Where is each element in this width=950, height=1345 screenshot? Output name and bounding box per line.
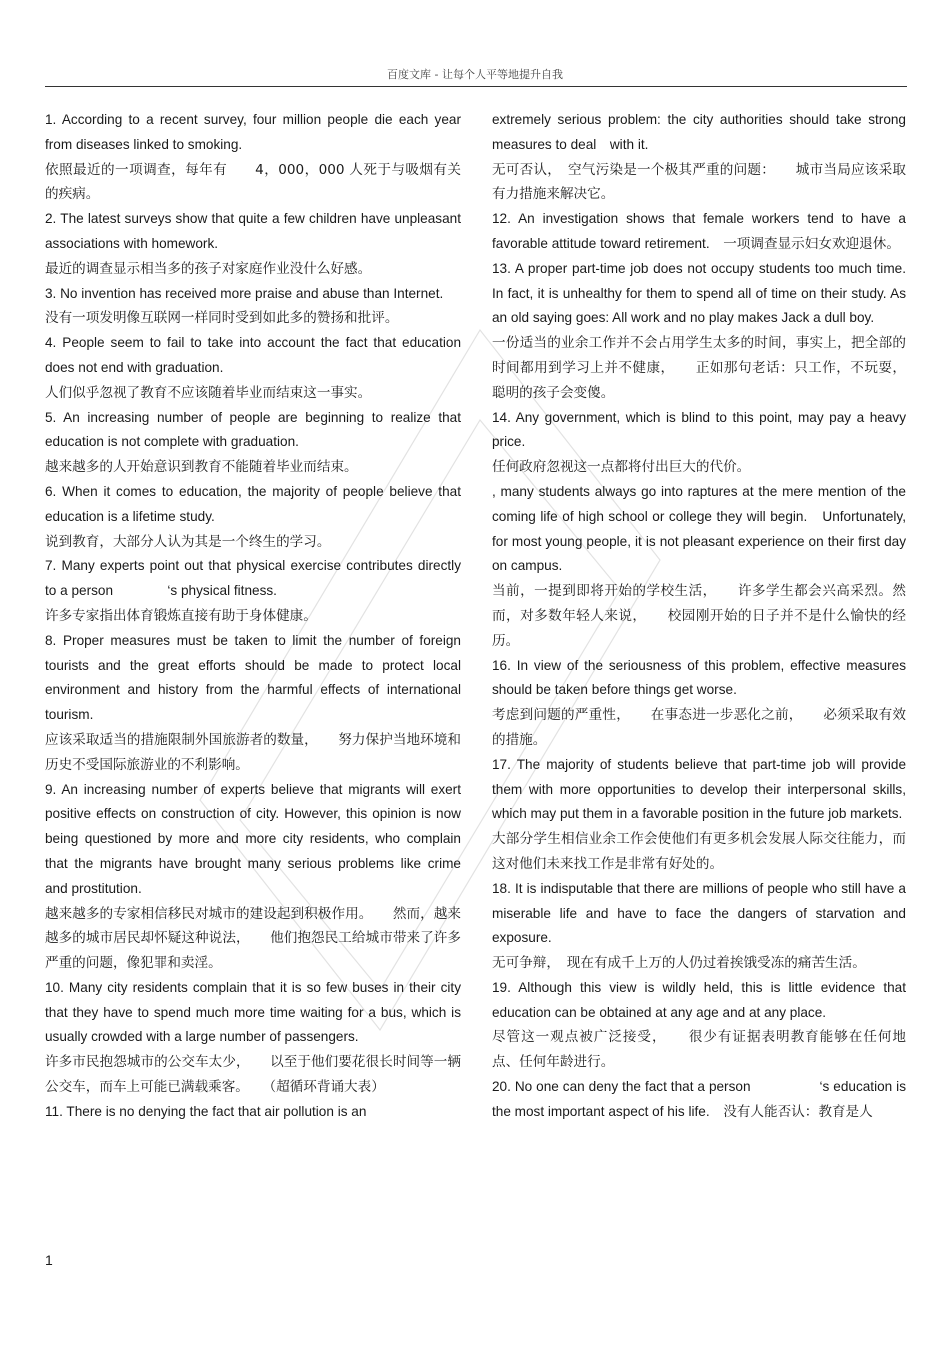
sentence-15-en: , many students always go into raptures at the mere mention of the coming life of high school or college they will begin. Unfortunately, for most young people, it is not pleasant experience on their first day on campus. bbox=[492, 483, 906, 574]
sentence-9 bbox=[45, 778, 461, 976]
sentence-13-en: 13. A proper part-time job does not occupy students too much time. In fact, it is unhealthy for them to spend all of time on their study. As an old saying goes: All work and no play makes Jack a dull boy. bbox=[492, 260, 906, 326]
sentence-16-zh: 考虑到问题的严重性， 在事态进一步恶化之前， 必须采取有效的措施。 bbox=[492, 707, 906, 748]
sentence-4-zh: 人们似乎忽视了教育不应该随着毕业而结束这一事实。 bbox=[45, 384, 372, 401]
sentence-10-en: 10. Many city residents complain that it is so few buses in their city that they have to spend much more time waiting for a bus, which is usually crowded with a large number of passengers. bbox=[45, 979, 475, 1045]
sentence-10 bbox=[45, 976, 475, 1100]
sentence-6-en: 6. When it comes to education, the majority of people believe that education is a lifetime study. bbox=[45, 483, 461, 524]
sentence-7-en: 7. Many experts point out that physical exercise contributes directly to a person ‘s physical fitness. bbox=[45, 558, 461, 599]
sentence-9-en: 9. An increasing number of experts believe that migrants will exert positive effects on construction of city. However, this opinion is now being questioned by more and more city residents, who complain that the migrants have brought many serious problems like crime and prostitution. bbox=[45, 781, 461, 896]
sentence-15-zh: 当前，一提到即将开始的学校生活， 许多学生都会兴高采烈。然而，对多数年轻人来说， 校园刚开始的日子并不是什么愉快的经历。 bbox=[492, 583, 906, 649]
sentence-11-en: 11. There is no denying the fact that air pollution is an bbox=[45, 1103, 367, 1119]
sentence-13 bbox=[492, 257, 906, 406]
sentence-12-en: 12. An investigation shows that female workers tend to have a favorable attitude toward retirement. 一项调查显示妇女欢迎退休。 bbox=[492, 211, 906, 251]
sentence-15 bbox=[492, 480, 906, 654]
sentence-8-zh: 应该采取适当的措施限制外国旅游者的数量， 努力保护当地环境和历史不受国际旅游业的不利影响。 bbox=[45, 731, 461, 773]
sentence-14-zh: 任何政府忽视这一点都将付出巨大的代价。 bbox=[492, 459, 751, 476]
sentence-17 bbox=[492, 753, 906, 877]
page-header: 百度文库 - 让每个人平等地提升自我 bbox=[387, 68, 563, 81]
sentence-7 bbox=[45, 554, 461, 628]
sentence-1 bbox=[45, 108, 461, 207]
sentence-10-zh: 许多市民抱怨城市的公交车太少， 以至于他们要花很长时间等一辆公交车，而车上可能已满载乘客。 （超循环背诵大表） bbox=[45, 1054, 461, 1096]
sentence-11-cont-en: extremely serious problem: the city authorities should take strong measures to deal with it. bbox=[492, 112, 906, 152]
sentence-5-zh: 越来越多的人开始意识到教育不能随着毕业而结束。 bbox=[45, 459, 358, 476]
page-number: 1 bbox=[45, 1252, 53, 1268]
sentence-19-zh: 尽管这一观点被广泛接受， 很少有证据表明教育能够在任何地点、任何年龄进行。 bbox=[492, 1029, 906, 1071]
sentence-5-en: 5. An increasing number of people are beginning to realize that education is not complete with graduation. bbox=[45, 409, 461, 450]
sentence-19-en: 19. Although this view is wildly held, this is little evidence that education can be obtained at any age and at any place. bbox=[492, 979, 906, 1020]
sentence-2 bbox=[45, 207, 461, 281]
sentence-13-zh: 一份适当的业余工作并不会占用学生太多的时间，事实上，把全部的时间都用到学习上并不健康， 正如那句老话：只工作，不玩耍，聪明的孩子会变傻。 bbox=[492, 335, 906, 401]
sentence-8 bbox=[45, 629, 461, 778]
sentence-11-cont-zh: 无可否认， 空气污染是一个极其严重的问题： 城市当局应该采取有力措施来解决它。 bbox=[492, 161, 906, 203]
sentence-20-en: 20. No one can deny the fact that a person ‘s education is the most important aspect of his life. 没有人能否认：教育是人 bbox=[492, 1079, 906, 1119]
sentence-6-zh: 说到教育，大部分人认为其是一个终生的学习。 bbox=[45, 533, 331, 550]
sentence-14 bbox=[492, 406, 906, 480]
sentence-9-zh: 越来越多的专家相信移民对城市的建设起到积极作用。 然而，越来越多的城市居民却怀疑这种说法， 他们抱怨民工给城市带来了许多严重的问题，像犯罪和卖淫。 bbox=[45, 905, 461, 972]
sentence-3 bbox=[45, 282, 461, 332]
sentence-18-zh: 无可争辩， 现在有成千上万的人仍过着挨饿受冻的痛苦生活。 bbox=[492, 955, 866, 972]
sentence-5 bbox=[45, 406, 461, 480]
sentence-4 bbox=[45, 331, 461, 405]
sentence-19 bbox=[492, 976, 906, 1075]
left-column bbox=[45, 108, 475, 1125]
sentence-17-en: 17. The majority of students believe that part-time job will provide them with more opportunities to develop their interpersonal skills, which may put them in a favorable position in the future job markets. bbox=[492, 756, 906, 822]
sentence-8-en: 8. Proper measures must be taken to limit the number of foreign tourists and the great efforts should be made to protect local environment and history from the harmful effects of international tourism. bbox=[45, 632, 461, 723]
sentence-20 bbox=[492, 1075, 906, 1125]
header-divider bbox=[45, 86, 907, 87]
sentence-11-cont bbox=[492, 108, 906, 207]
sentence-1-en: 1. According to a recent survey, four million people die each year from diseases linked to smoking. bbox=[45, 112, 461, 152]
sentence-3-en: 3. No invention has received more praise and abuse than Internet. bbox=[45, 285, 444, 301]
sentence-11 bbox=[45, 1100, 461, 1125]
sentence-7-zh: 许多专家指出体育锻炼直接有助于身体健康。 bbox=[45, 607, 317, 624]
sentence-18 bbox=[492, 877, 906, 976]
sentence-2-en: 2. The latest surveys show that quite a few children have unpleasant associations with homework. bbox=[45, 211, 461, 251]
sentence-16 bbox=[492, 654, 906, 753]
sentence-16-en: 16. In view of the seriousness of this problem, effective measures should be taken before things get worse. bbox=[492, 657, 906, 698]
sentence-6 bbox=[45, 480, 461, 554]
sentence-17-zh: 大部分学生相信业余工作会使他们有更多机会发展人际交往能力，而这对他们未来找工作是非常有好处的。 bbox=[492, 831, 906, 872]
sentence-3-zh: 没有一项发明像互联网一样同时受到如此多的赞扬和批评。 bbox=[45, 310, 399, 327]
sentence-1-zh: 依照最近的一项调查，每年有 4，000，000 人死于与吸烟有关的疾病。 bbox=[45, 161, 461, 203]
sentence-14-en: 14. Any government, which is blind to this point, may pay a heavy price. bbox=[492, 409, 906, 450]
sentence-2-zh: 最近的调查显示相当多的孩子对家庭作业没什么好感。 bbox=[45, 260, 372, 277]
sentence-12 bbox=[492, 207, 906, 257]
right-column bbox=[492, 108, 906, 1125]
sentence-4-en: 4. People seem to fail to take into account the fact that education does not end with graduation. bbox=[45, 335, 461, 375]
sentence-18-en: 18. It is indisputable that there are millions of people who still have a miserable life and have to face the dangers of starvation and exposure. bbox=[492, 880, 906, 946]
